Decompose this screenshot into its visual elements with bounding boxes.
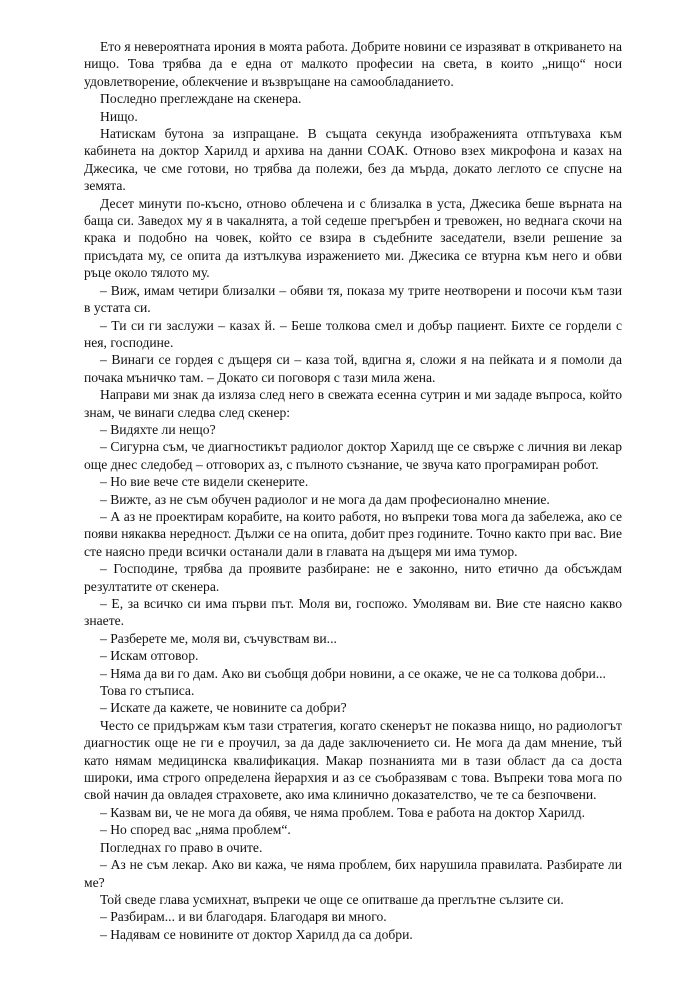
paragraph: – Господине, трябва да проявите разбиране: не е законно, нито етично да обсъждам резултатите от скенера.	[84, 561, 622, 594]
paragraph: – Искам отговор.	[100, 648, 199, 664]
paragraph: – Разберете ме, моля ви, съчувствам ви...	[100, 630, 337, 646]
paragraph: – Видяхте ли нещо?	[100, 421, 216, 437]
paragraph: – Е, за всичко си има първи път. Моля ви, госпожо. Умолявам ви. Вие сте наясно какво знаете.	[84, 596, 622, 629]
paragraph: – Няма да ви го дам. Ако ви съобщя добри новини, а се окаже, че не са толкова добри...	[100, 665, 606, 681]
paragraph: – Но според вас „няма проблем“.	[100, 822, 291, 838]
paragraph: – Вижте, аз не съм обучен радиолог и не мога да дам професионално мнение.	[100, 491, 550, 507]
paragraph: Той сведе глава усмихнат, въпреки че още се опитваше да преглътне сълзите си.	[100, 891, 564, 907]
paragraph: – Но вие вече сте видели скенерите.	[100, 474, 309, 490]
paragraph: – Сигурна съм, че диагностикът радиолог доктор Харилд ще се свърже с личния ви лекар още днес следобед – отговорих аз, с пълното съзнание, че звуча като програмиран робот.	[84, 439, 622, 472]
paragraph: Често се придържам към тази стратегия, когато скенерът не показва нищо, но радиологът диагностик още не ги е проучил, за да даде заключението си. Не мога да дам мнение, тъй като нямам медицинска квалификация. Макар познанията ми в тази област да са доста широки, има строго определена йерархия и аз се съобразявам с това. Въпреки това мога по свой начин да овладея страховете, ако има клинично доказателство, че те са безпочвени.	[84, 717, 622, 803]
paragraph: Последно преглеждане на скенера.	[100, 91, 302, 107]
paragraph: Направи ми знак да изляза след него в свежата есенна сутрин и ми зададе въпроса, който знам, че винаги следва след скенер:	[84, 387, 622, 420]
paragraph: – Виж, имам четири близалки – обяви тя, показа му трите неотворени и посочи към тази в устата си.	[84, 282, 622, 316]
paragraph: – Винаги се гордея с дъщеря си – каза той, вдигна я, сложи я на пейката и я помоли да почака мъничко там. – Докато си поговоря с тази мила жена.	[84, 352, 622, 385]
paragraph: Ето я невероятната ирония в моята работа. Добрите новини се изразяват в откриването на нищо. Това трябва да е една от малкото професии на света, в които „нищо“ носи удовлетворение, облекчение и възвръщане на самообладанието.	[84, 39, 622, 89]
paragraph: Погледнах го право в очите.	[100, 839, 263, 855]
paragraph: – Казвам ви, че не мога да обявя, че няма проблем. Това е работа на доктор Харилд.	[100, 804, 585, 820]
paragraph: Това го стъписа.	[100, 683, 195, 699]
paragraph: – Надявам се новините от доктор Харилд да са добри.	[100, 926, 413, 942]
paragraph: – Искате да кажете, че новините са добри?	[100, 700, 347, 716]
paragraph: – Ти си ги заслужи – казах й. – Беше толкова смел и добър пациент. Бихте се гордели с нея, господине.	[84, 317, 622, 350]
paragraph: – Разбирам... и ви благодаря. Благодаря ви много.	[100, 909, 387, 925]
paragraph: – Аз не съм лекар. Ако ви кажа, че няма проблем, бих нарушила правилата. Разбирате ли ме?	[84, 857, 622, 890]
paragraph: – А аз не проектирам корабите, на които работя, но въпреки това мога да забележа, ако се появи някаква нередност. Дължи се на опита, добит през годините. Точно както при вас. Вие сте наясно преди всички останали дали в главата на дъщеря ми има тумор.	[84, 508, 622, 559]
paragraph: Нищо.	[100, 108, 138, 124]
paragraph: Натискам бутона за изпращане. В същата секунда изображенията отпътуваха към кабинета на доктор Харилд и архива на данни СОАК. Отново взех микрофона и казах на Джесика, че сме готови, но трябва да полежи, без да мърда, докато леглото се спусне на земята.	[84, 126, 622, 194]
paragraph: Десет минути по-късно, отново облечена и с близалка в уста, Джесика беше върната на баща си. Заведох му я в чакалнята, а той седеше прегърбен и тревожен, но веднага скочи на крака и подобно на човек, който се взира в съдебните заседатели, взели решение за присъдата му, се опита да изтълкува изражението ми. Джесика се втурна към него и обви ръце около тялото му.	[84, 195, 622, 281]
document-page	[84, 38, 622, 943]
